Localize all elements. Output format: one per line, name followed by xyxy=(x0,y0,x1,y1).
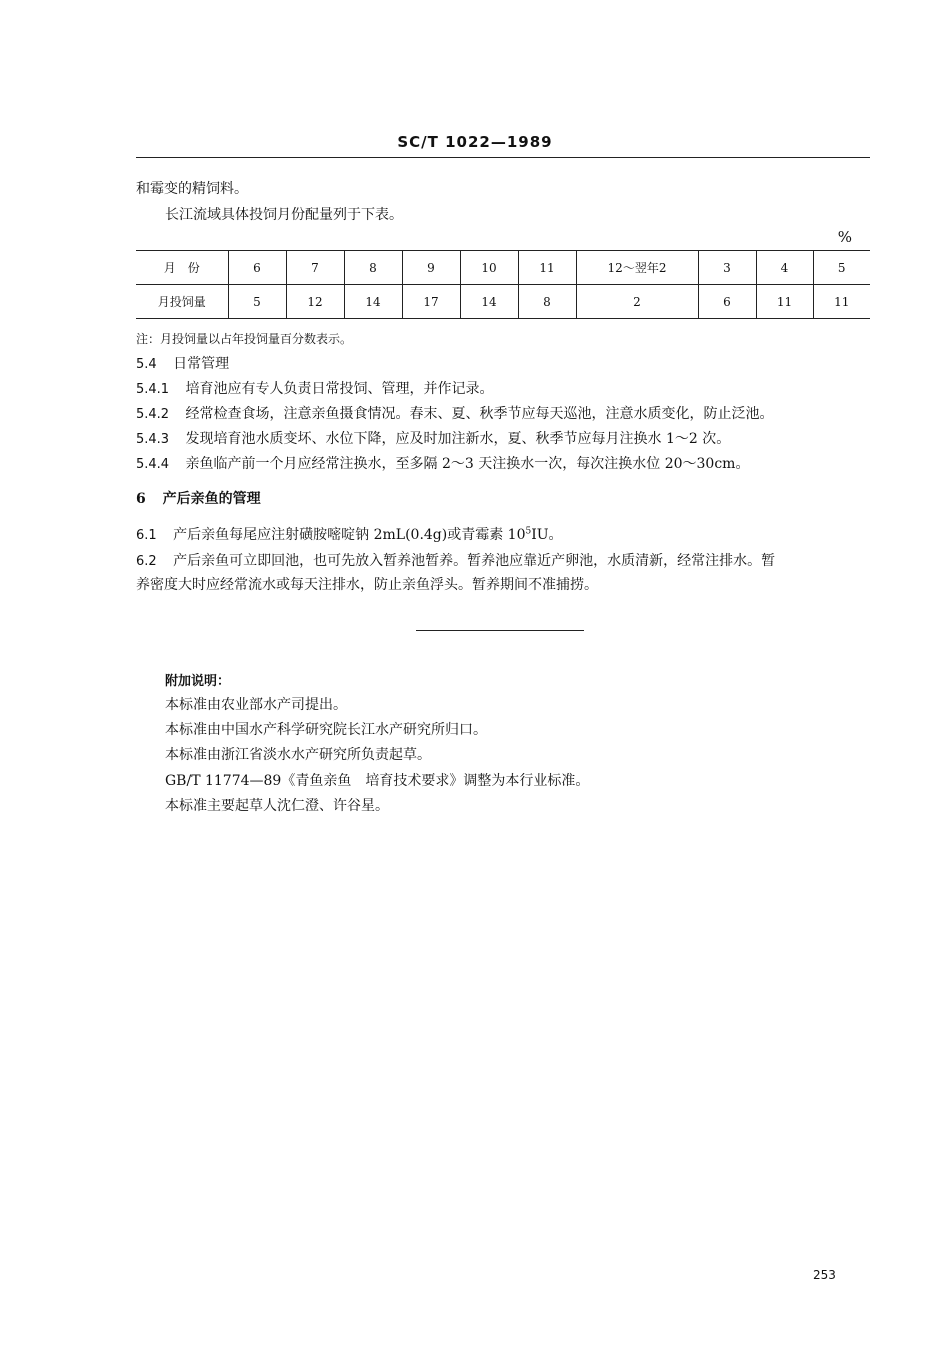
amount-cell: 14 xyxy=(460,285,518,319)
clause-number: 5.4.3 xyxy=(136,432,170,447)
clause-6-2-continued: 养密度大时应经常流水或每天注排水，防止亲鱼浮头。暂养期间不准捕捞。 xyxy=(136,577,598,593)
month-cell: 9 xyxy=(402,251,460,285)
clause-5-4-2 xyxy=(136,403,774,423)
amount-cell: 17 xyxy=(402,285,460,319)
clause-number: 6.2 xyxy=(136,554,157,569)
clause-number: 6.1 xyxy=(136,528,157,543)
row-header-amount: 月投饲量 xyxy=(136,285,228,319)
month-cell: 6 xyxy=(228,251,286,285)
feeding-table xyxy=(136,250,870,319)
end-rule xyxy=(416,630,584,631)
row-header-month: 月 份 xyxy=(136,251,228,285)
clause-text: 发现培育池水质变坏、水位下降，应及时加注新水，夏、秋季节应每月注换水 1～2 次。 xyxy=(185,431,731,447)
section-heading-5-4 xyxy=(136,353,229,373)
standard-code-header: SC/T 1022—1989 xyxy=(397,133,553,151)
header-rule xyxy=(136,157,870,158)
clause-5-4-3 xyxy=(136,428,730,448)
month-cell: 12～翌年2 xyxy=(576,251,698,285)
section-heading-6 xyxy=(136,488,261,508)
clause-text: 产后亲鱼每尾应注射磺胺嘧啶钠 2mL(0.4g)或青霉素 10 xyxy=(173,527,526,543)
body-line: 长江流域具体投饲月份配量列于下表。 xyxy=(165,207,403,223)
additional-heading: 附加说明： xyxy=(165,674,231,689)
page-number: 253 xyxy=(813,1268,836,1282)
table-unit: % xyxy=(837,228,852,246)
amount-cell: 11 xyxy=(813,285,870,319)
clause-6-1 xyxy=(136,524,563,544)
clause-text: 亲鱼临产前一个月应经常注换水，至多隔 2～3 天注换水一次，每次注换水位 20～30cm。 xyxy=(185,456,750,472)
section-number: 5.4 xyxy=(136,357,157,372)
additional-line: 本标准由浙江省淡水水产研究所负责起草。 xyxy=(165,747,431,763)
amount-cell: 11 xyxy=(756,285,813,319)
clause-5-4-4 xyxy=(136,453,749,473)
table-row xyxy=(136,251,870,285)
body-line: 和霉变的精饲料。 xyxy=(136,181,248,197)
month-cell: 8 xyxy=(344,251,402,285)
clause-text: 产后亲鱼可立即回池，也可先放入暂养池暂养。暂养池应靠近产卵池，水质清新，经常注排水。暂 xyxy=(173,553,776,569)
clause-text: 培育池应有专人负责日常投饲、管理，并作记录。 xyxy=(185,381,494,397)
amount-cell: 14 xyxy=(344,285,402,319)
clause-number: 5.4.2 xyxy=(136,407,170,422)
clause-number: 5.4.1 xyxy=(136,382,170,397)
month-cell: 10 xyxy=(460,251,518,285)
exponent: 5 xyxy=(525,526,532,537)
amount-cell: 2 xyxy=(576,285,698,319)
month-cell: 5 xyxy=(813,251,870,285)
amount-cell: 8 xyxy=(518,285,576,319)
amount-cell: 6 xyxy=(698,285,756,319)
amount-cell: 12 xyxy=(286,285,344,319)
section-title: 产后亲鱼的管理 xyxy=(162,491,261,507)
additional-line: GB/T 11774—89《青鱼亲鱼 培育技术要求》调整为本行业标准。 xyxy=(165,773,590,789)
section-title: 日常管理 xyxy=(173,356,230,372)
amount-cell: 5 xyxy=(228,285,286,319)
additional-line: 本标准主要起草人沈仁澄、许谷星。 xyxy=(165,798,389,814)
clause-5-4-1 xyxy=(136,378,494,398)
month-cell: 7 xyxy=(286,251,344,285)
month-cell: 4 xyxy=(756,251,813,285)
month-cell: 3 xyxy=(698,251,756,285)
section-number: 6 xyxy=(136,491,146,507)
additional-line: 本标准由中国水产科学研究院长江水产研究所归口。 xyxy=(165,722,487,738)
table-note: 注：月投饲量以占年投饲量百分数表示。 xyxy=(136,332,353,346)
clause-number: 5.4.4 xyxy=(136,457,170,472)
additional-line: 本标准由农业部水产司提出。 xyxy=(165,697,347,713)
clause-text: 经常检查食场，注意亲鱼摄食情况。春末、夏、秋季节应每天巡池，注意水质变化，防止泛池。 xyxy=(185,406,774,422)
table-row xyxy=(136,285,870,319)
month-cell: 11 xyxy=(518,251,576,285)
clause-6-2 xyxy=(136,550,775,570)
clause-text-unit: IU。 xyxy=(531,527,563,543)
